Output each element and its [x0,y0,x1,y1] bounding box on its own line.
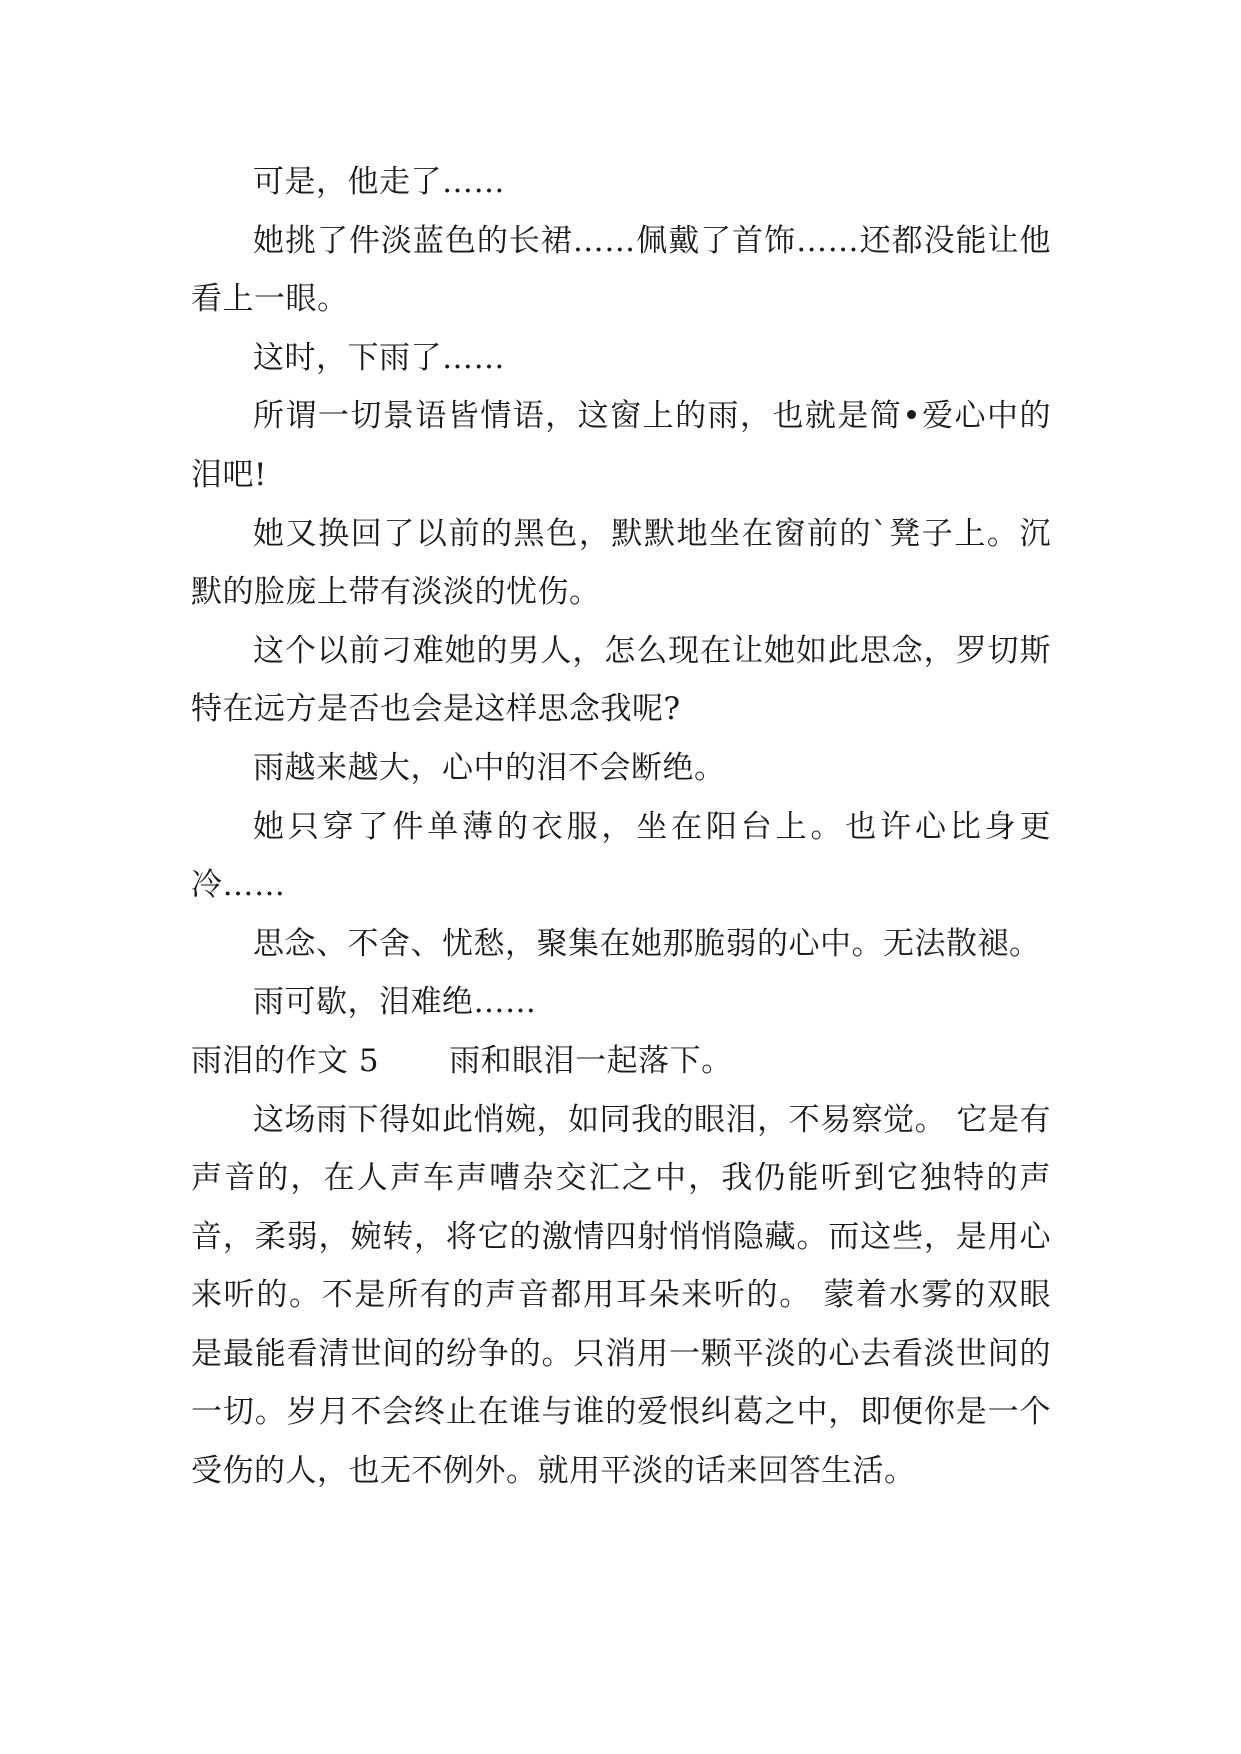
section-first-sentence: 雨和眼泪一起落下。 [449,1042,733,1079]
section-title: 雨泪的作文 5 [191,1042,380,1079]
paragraph: 所谓一切景语皆情语，这窗上的雨，也就是简•爱心中的泪吧! [191,398,1051,493]
paragraph: 思念、不舍、忧愁，聚集在她那脆弱的心中。无法散褪。 [253,925,1041,962]
section-heading [191,1032,1051,1091]
paragraph: 她挑了件淡蓝色的长裙……佩戴了首饰……还都没能让他看上一眼。 [191,222,1051,318]
paragraph: 雨越来越大，心中的泪不会断绝。 [253,749,726,786]
paragraph: 她又换回了以前的黑色，默默地坐在窗前的`凳子上。沉默的脸庞上带有淡淡的忧伤。 [191,515,1051,611]
paragraph: 这场雨下得如此悄婉，如同我的眼泪，不易察觉。 它是有声音的，在人声车声嘈杂交汇之中，我仍能听到它独特的声音，柔弱，婉转，将它的激情四射悄悄隐藏。而这些，是用心来听的。不是所有的声音都用耳朵来听的。 蒙着水雾的双眼是最能看清世间的纷争的。只消用一颗平淡的心去看淡世间的一切。岁月不会终止在谁与谁的爱恨纠葛之中，即便你是一个受伤的人，也无不例外。就用平淡的话来回答生活。 [191,1101,1051,1490]
paragraph: 可是，他走了…… [253,164,505,200]
paragraph: 这个以前刁难她的男人，怎么现在让她如此思念，罗切斯特在远方是否也会是这样思念我呢? [191,632,1051,728]
paragraph: 雨可歇，泪难绝…… [253,984,537,1021]
paragraph: 她只穿了件单薄的衣服，坐在阳台上。也许心比身更冷…… [191,808,1051,904]
paragraph: 这时，下雨了…… [253,339,505,376]
document-body [191,153,1051,1501]
